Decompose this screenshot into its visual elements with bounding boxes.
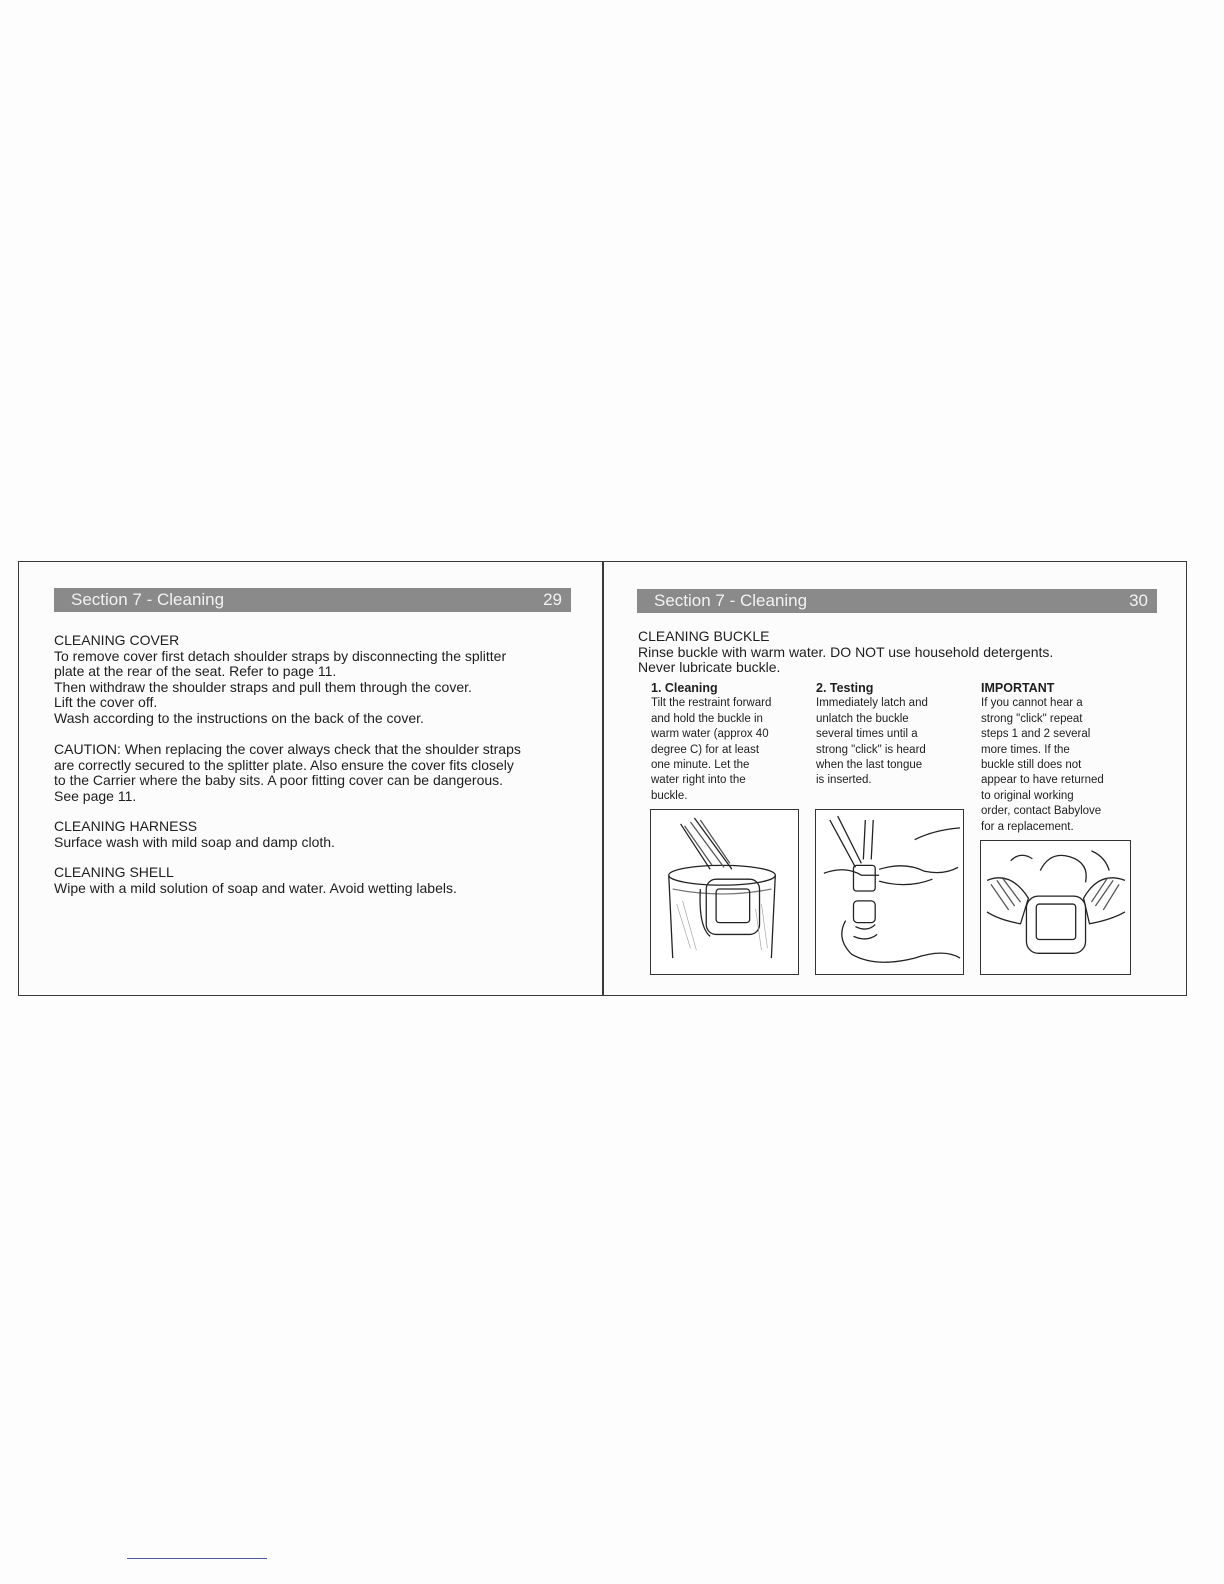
- text-line: If you cannot hear a: [981, 697, 1083, 710]
- text-line: for a replacement.: [981, 820, 1074, 833]
- text-line: appear to have returned: [981, 774, 1104, 787]
- section-header-left: [54, 588, 571, 612]
- section-title: Section 7 - Cleaning: [71, 590, 225, 609]
- text-line: unlatch the buckle: [816, 712, 909, 725]
- page-number: 30: [1129, 591, 1148, 610]
- buckle-click-icon: [981, 841, 1130, 974]
- step-cleaning-column: [651, 681, 811, 804]
- text-line: steps 1 and 2 several: [981, 728, 1091, 741]
- cleaning-harness-heading: CLEANING HARNESS: [54, 818, 198, 834]
- text-line: strong "click" repeat: [981, 712, 1083, 725]
- cleaning-shell-heading: CLEANING SHELL: [54, 864, 174, 880]
- text-line: See page 11.: [54, 787, 137, 804]
- text-line: is inserted.: [816, 774, 872, 787]
- text-line: are correctly secured to the splitter plate. Also ensure the cover fits closely: [54, 756, 514, 773]
- buckle-latching-icon: [815, 809, 964, 975]
- text-line: To remove cover first detach shoulder straps by disconnecting the splitter: [54, 647, 507, 664]
- text-line: Wipe with a mild solution of soap and water. Avoid wetting labels.: [54, 879, 457, 896]
- text-line: CAUTION: When replacing the cover always check that the shoulder straps: [54, 741, 521, 757]
- step-heading: 2. Testing: [816, 681, 874, 695]
- text-line: strong "click" is heard: [816, 743, 926, 756]
- text-line: water right into the: [651, 774, 746, 787]
- text-line: one minute. Let the: [651, 759, 750, 772]
- text-line: and hold the buckle in: [651, 712, 763, 725]
- buckle-in-water-icon: [651, 810, 798, 974]
- cleaning-cover-heading: CLEANING COVER: [54, 632, 180, 648]
- buckle-click-icon: [980, 840, 1131, 975]
- step-heading: 1. Cleaning: [651, 681, 718, 695]
- cleaning-shell-block: [54, 865, 584, 896]
- text-line: buckle still does not: [981, 759, 1082, 772]
- cleaning-buckle-block: [638, 629, 1168, 676]
- text-line: Never lubricate buckle.: [638, 659, 781, 675]
- text-line: Wash according to the instructions on the back of the cover.: [54, 709, 424, 726]
- section-title: Section 7 - Cleaning: [654, 591, 808, 610]
- cleaning-buckle-heading: CLEANING BUCKLE: [638, 628, 770, 644]
- page-divider: [602, 561, 604, 996]
- text-line: degree C) for at least: [651, 743, 760, 756]
- text-line: order, contact Babylove: [981, 805, 1102, 818]
- text-line: more times. If the: [981, 743, 1070, 756]
- text-line: Then withdraw the shoulder straps and pull them through the cover.: [54, 678, 472, 695]
- text-line: buckle.: [651, 789, 688, 802]
- text-line: warm water (approx 40: [651, 728, 769, 741]
- text-line: Rinse buckle with warm water. DO NOT use household detergents.: [638, 643, 1054, 660]
- buckle-latching-icon: [816, 810, 963, 974]
- text-line: several times until a: [816, 728, 918, 741]
- important-column: [981, 681, 1151, 835]
- page-number: 29: [543, 590, 562, 609]
- text-line: plate at the rear of the seat. Refer to page 11.: [54, 663, 337, 679]
- text-line: Immediately latch and: [816, 697, 928, 710]
- important-heading: IMPORTANT: [981, 681, 1055, 695]
- text-line: Surface wash with mild soap and damp cloth.: [54, 833, 335, 850]
- text-line: to the Carrier where the baby sits. A poor fitting cover can be dangerous.: [54, 772, 504, 788]
- text-line: Tilt the restraint forward: [651, 697, 772, 710]
- text-line: Lift the cover off.: [54, 694, 158, 710]
- footer-rule: [127, 1558, 267, 1559]
- cleaning-cover-block: [54, 633, 584, 726]
- step-testing-column: [816, 681, 976, 789]
- text-line: to original working: [981, 789, 1074, 802]
- cleaning-harness-block: [54, 819, 584, 850]
- section-header-right: [637, 589, 1157, 613]
- text-line: when the last tongue: [816, 759, 923, 772]
- buckle-in-water-icon: [650, 809, 799, 975]
- caution-block: [54, 742, 584, 804]
